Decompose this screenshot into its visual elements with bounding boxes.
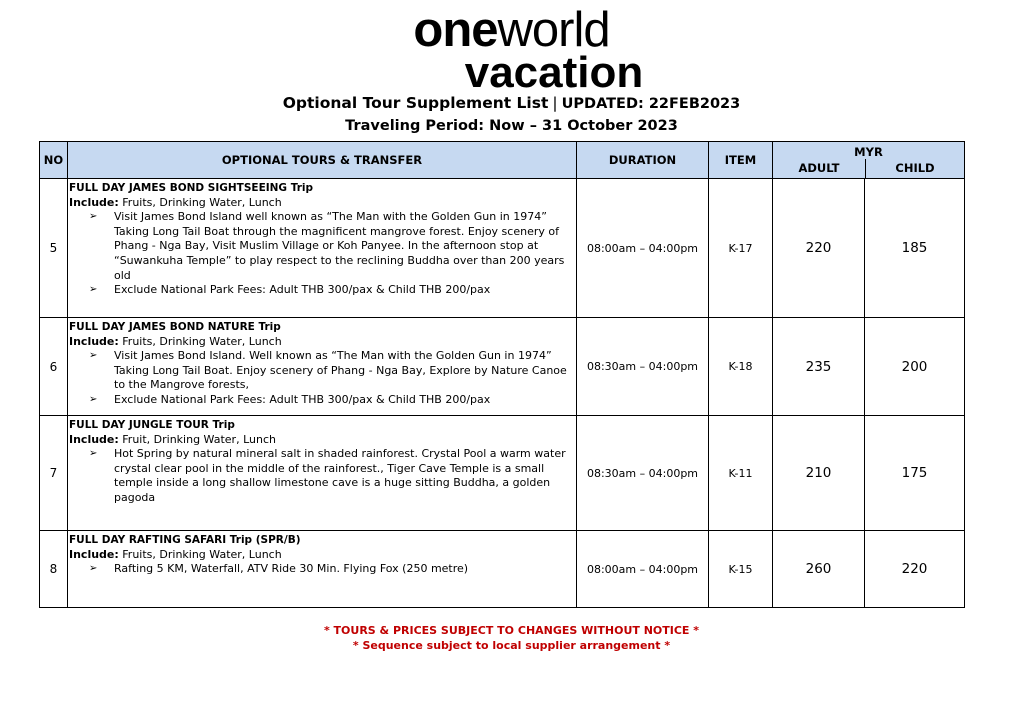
row-no: 6 <box>40 318 68 416</box>
header-tours: OPTIONAL TOURS & TRANSFER <box>68 142 577 179</box>
table-row <box>40 318 965 416</box>
row-duration: 08:00am – 04:00pm <box>577 179 709 318</box>
tour-point: ➢ Visit James Bond Island. Well known as “The Man with the Golden Gun in 1974” Taking Long Tail Boat. Enjoy scenery of Phang - Nga Bay, Explore by Nature Canoe to the Mangrove forests, <box>89 349 576 393</box>
row-item: K-17 <box>709 179 773 318</box>
row-adult-price: 260 <box>773 531 865 608</box>
tour-point: ➢ Rafting 5 KM, Waterfall, ATV Ride 30 Min. Flying Fox (250 metre) <box>89 562 576 577</box>
row-description <box>68 416 577 531</box>
header-item: ITEM <box>709 142 773 179</box>
tour-points <box>69 447 576 505</box>
row-item: K-18 <box>709 318 773 416</box>
include-text: Fruits, Drinking Water, Lunch <box>118 195 282 209</box>
include-label: Include: <box>69 195 119 209</box>
tour-title: FULL DAY JAMES BOND SIGHTSEEING Trip <box>69 182 314 194</box>
logo-wordmark-top <box>0 3 1023 57</box>
logo-one: one <box>413 3 498 57</box>
include-text: Fruits, Drinking Water, Lunch <box>118 547 282 561</box>
row-no: 7 <box>40 416 68 531</box>
title-text: Optional Tour Supplement List <box>282 94 549 112</box>
tour-include <box>69 548 576 563</box>
tour-include <box>69 335 576 350</box>
row-no: 5 <box>40 179 68 318</box>
header-no: NO <box>40 142 68 179</box>
row-description <box>68 531 577 608</box>
include-label: Include: <box>69 432 119 446</box>
include-text: Fruits, Drinking Water, Lunch <box>118 334 282 348</box>
row-duration: 08:00am – 04:00pm <box>577 531 709 608</box>
row-item: K-11 <box>709 416 773 531</box>
tour-title: FULL DAY JUNGLE TOUR Trip <box>69 419 235 431</box>
row-adult-price: 210 <box>773 416 865 531</box>
row-no: 8 <box>40 531 68 608</box>
table-header-row <box>40 142 965 179</box>
header-myr-label: MYR <box>854 145 883 159</box>
tour-title: FULL DAY JAMES BOND NATURE Trip <box>69 321 281 333</box>
updated-date: UPDATED: 22FEB2023 <box>561 96 741 112</box>
row-child-price: 220 <box>865 531 965 608</box>
tour-points <box>69 349 576 407</box>
traveling-period: Traveling Period: Now – 31 October 2023 <box>345 118 678 134</box>
footer-notes <box>0 623 1023 653</box>
header-child: CHILD <box>895 161 935 175</box>
row-adult-price: 220 <box>773 179 865 318</box>
header-adult: ADULT <box>798 161 840 175</box>
header-duration: DURATION <box>577 142 709 179</box>
title-separator: | <box>552 94 558 112</box>
tour-include <box>69 433 576 448</box>
logo-world: world <box>497 3 610 57</box>
oneworld-vacation-logo <box>0 3 1023 97</box>
table-row <box>40 416 965 531</box>
tour-point: ➢ Visit James Bond Island well known as “The Man with the Golden Gun in 1974” Taking Long Tail Boat through the magnificent mangrove forest. Enjoy scenery of Phang - Nga Bay, Visit Muslim Village or Koh Panyee. In the afternoon stop at “Suwankuha Temple” to play respect to the reclining Buddha over than 200 years old <box>89 210 576 283</box>
row-item: K-15 <box>709 531 773 608</box>
row-duration: 08:30am – 04:00pm <box>577 416 709 531</box>
tour-points <box>69 562 576 577</box>
row-adult-price: 235 <box>773 318 865 416</box>
tour-point: ➢ Exclude National Park Fees: Adult THB 300/pax & Child THB 200/pax <box>89 283 576 298</box>
row-duration: 08:30am – 04:00pm <box>577 318 709 416</box>
row-description <box>68 318 577 416</box>
tour-include <box>69 196 576 211</box>
table-row <box>40 179 965 318</box>
tour-point: ➢ Exclude National Park Fees: Adult THB 300/pax & Child THB 200/pax <box>89 393 576 408</box>
tour-points <box>69 210 576 298</box>
row-child-price: 185 <box>865 179 965 318</box>
row-child-price: 175 <box>865 416 965 531</box>
note-price-change: * TOURS & PRICES SUBJECT TO CHANGES WITHOUT NOTICE * <box>323 624 700 637</box>
include-label: Include: <box>69 334 119 348</box>
tour-title: FULL DAY RAFTING SAFARI Trip (SPR/B) <box>69 534 301 546</box>
tour-table <box>39 141 965 608</box>
include-label: Include: <box>69 547 119 561</box>
include-text: Fruit, Drinking Water, Lunch <box>118 432 276 446</box>
logo-wordmark-bottom: vacation <box>464 48 644 97</box>
tour-point: ➢ Hot Spring by natural mineral salt in shaded rainforest. Crystal Pool a warm water crystal clear pool in the middle of the rainforest., Tiger Cave Temple is a small temple inside a long shallow limestone cave is a huge sitting Buddha, a golden pagoda <box>89 447 576 505</box>
header-myr <box>773 142 965 179</box>
table-row <box>40 531 965 608</box>
note-sequence: * Sequence subject to local supplier arrangement * <box>352 639 671 652</box>
document-title <box>0 94 1023 112</box>
row-child-price: 200 <box>865 318 965 416</box>
row-description <box>68 179 577 318</box>
